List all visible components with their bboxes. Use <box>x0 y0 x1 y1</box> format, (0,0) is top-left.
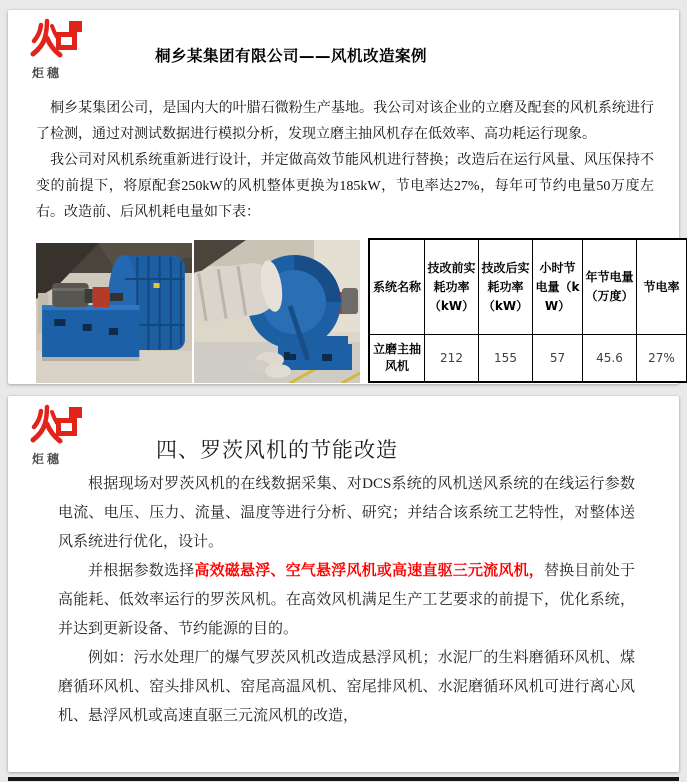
cell-system-name: 立磨主抽风机 <box>369 335 425 383</box>
paragraph <box>58 557 635 644</box>
highlighted-fan-types: 高效磁悬浮、空气悬浮风机或高速直驱三元流风机， <box>194 563 544 579</box>
media-row <box>36 238 680 383</box>
logo-text: 炬穗 <box>32 66 63 80</box>
table-row <box>369 335 687 383</box>
company-logo <box>30 18 100 81</box>
col-power-after: 技改后实耗功率（kW） <box>479 239 533 335</box>
col-system-name: 系统名称 <box>369 239 425 335</box>
cell-annual-saving: 45.6 <box>583 335 637 383</box>
section-heading: 四、罗茨风机的节能改造 <box>156 438 398 462</box>
page-2 <box>8 396 679 772</box>
col-saving-rate: 节电率 <box>637 239 687 335</box>
power-consumption-table <box>368 238 687 383</box>
logo-text: 炬穗 <box>32 452 63 466</box>
paragraph: 例如：污水处理厂的爆气罗茨风机改造成悬浮风机；水泥厂的生料磨循环风机、煤磨循环风机、窑头排风机、窑尾高温风机、窑尾排风机、水泥磨循环风机可进行离心风机、悬浮风机或高速直驱三元流风机的改造， <box>58 650 635 724</box>
page-1 <box>8 10 679 384</box>
torch-logo-icon <box>30 18 82 58</box>
col-annual-saving: 年节电量（万度） <box>583 239 637 335</box>
fan-photo-before <box>36 243 192 383</box>
company-logo <box>30 404 100 467</box>
next-page-edge <box>8 777 679 781</box>
col-hourly-saving: 小时节电量（kW） <box>533 239 583 335</box>
page-title: 桐乡某集团有限公司——风机改造案例 <box>155 47 428 65</box>
torch-logo-icon <box>30 404 82 444</box>
cell-hourly-saving: 57 <box>533 335 583 383</box>
paragraph: 根据现场对罗茨风机的在线数据采集、对DCS系统的风机送风系统的在线运行参数电流、电压、压力、流量、温度等进行分析、研究；并结合该系统工艺特性，对整体送风系统进行优化，设计。 <box>58 476 635 550</box>
cell-power-before: 212 <box>425 335 479 383</box>
paragraph: 桐乡某集团公司，是国内大的叶腊石微粉生产基地。我公司对该企业的立磨及配套的风机系统进行了检测，通过对测试数据进行模拟分析，发现立磨主抽风机存在低效率、高功耗运行现象。 <box>36 101 654 142</box>
cell-power-after: 155 <box>479 335 533 383</box>
table-header-row <box>369 239 687 335</box>
fan-photo-after <box>194 240 360 383</box>
paragraph-text: 替换目前处于高能耗、低效率运行的罗茨风机。在高效风机满足生产工艺要求的前提下，优化系统，并达到更新设备、节约能源的目的。 <box>58 563 635 637</box>
paragraph-text: 并根据参数选择 <box>88 563 195 579</box>
page2-body <box>58 470 635 731</box>
col-power-before: 技改前实耗功率（kW） <box>425 239 479 335</box>
paragraph: 我公司对风机系统重新进行设计，并定做高效节能风机进行替换；改造后在运行风量、风压保持不变的前提下，将原配套250kW的风机整体更换为185kW，节电率达27%，每年可节约电量50万度左右。改造前、后风机耗电量如下表： <box>36 153 654 220</box>
page1-body <box>36 96 654 226</box>
cell-saving-rate: 27% <box>637 335 687 383</box>
